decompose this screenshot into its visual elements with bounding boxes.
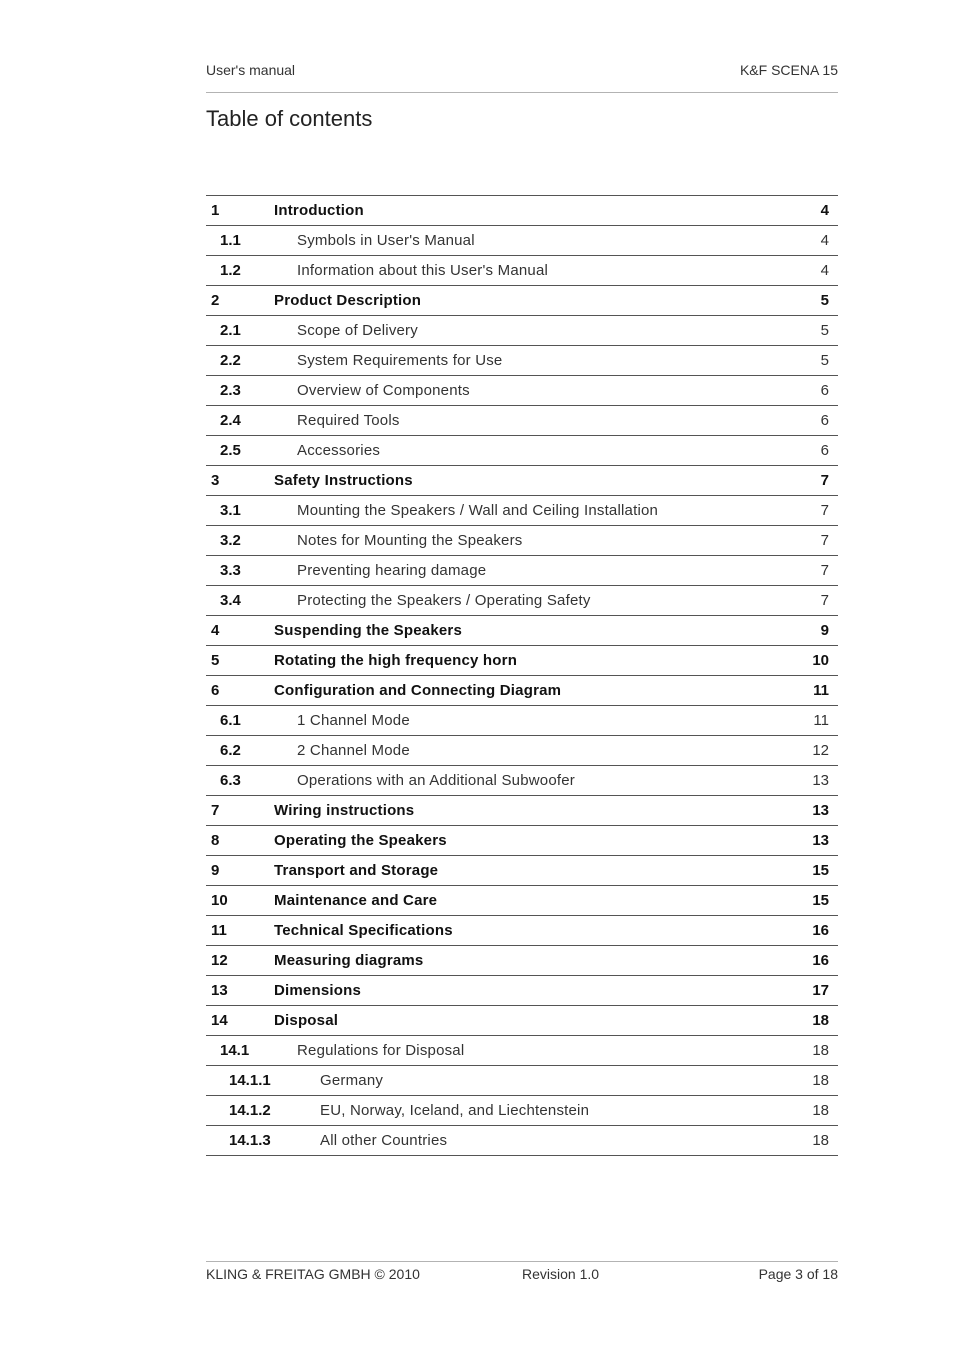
toc-entry-title: Safety Instructions xyxy=(274,472,413,489)
toc-entry-page: 16 xyxy=(812,952,829,969)
toc-entry-number: 13 xyxy=(211,982,228,999)
toc-entry-number: 2.3 xyxy=(220,382,241,399)
toc-entry-title: Product Description xyxy=(274,292,422,309)
toc-entry-number: 3 xyxy=(211,472,220,489)
footer-page-number: Page 3 of 18 xyxy=(758,1266,838,1282)
toc-entry-page: 18 xyxy=(812,1012,829,1029)
toc-entry[interactable] xyxy=(206,676,838,706)
toc-entry-title: Disposal xyxy=(274,1012,339,1029)
toc-entry[interactable] xyxy=(206,826,838,856)
toc-entry-page: 18 xyxy=(812,1132,829,1149)
toc-entry-number: 14 xyxy=(211,1012,228,1029)
toc-entry-number: 6.1 xyxy=(220,712,241,729)
toc-entry-title: Measuring diagrams xyxy=(274,952,424,969)
toc-entry-title: Maintenance and Care xyxy=(274,892,438,909)
toc-entry[interactable] xyxy=(206,586,838,616)
toc-entry-page: 4 xyxy=(820,232,829,249)
toc-entry-number: 2.2 xyxy=(220,352,241,369)
toc-entry[interactable] xyxy=(206,1096,838,1126)
toc-entry-page: 4 xyxy=(820,262,829,279)
toc-entry-number: 2.1 xyxy=(220,322,241,339)
toc-entry[interactable] xyxy=(206,1126,838,1156)
toc-entry-number: 5 xyxy=(211,652,220,669)
toc-entry-number: 14.1.3 xyxy=(229,1132,271,1149)
toc-entry[interactable] xyxy=(206,346,838,376)
toc-entry[interactable] xyxy=(206,1036,838,1066)
table-of-contents xyxy=(206,195,838,1156)
toc-entry[interactable] xyxy=(206,406,838,436)
toc-entry-title: Mounting the Speakers / Wall and Ceiling Installation xyxy=(297,502,659,519)
toc-entry-number: 1 xyxy=(211,202,220,219)
toc-entry[interactable] xyxy=(206,256,838,286)
toc-entry-title: 2 Channel Mode xyxy=(297,742,410,759)
toc-entry-number: 9 xyxy=(211,862,220,879)
toc-entry-page: 13 xyxy=(812,772,829,789)
toc-entry-title: EU, Norway, Iceland, and Liechtenstein xyxy=(320,1102,590,1119)
toc-entry[interactable] xyxy=(206,976,838,1006)
toc-entry[interactable] xyxy=(206,466,838,496)
toc-entry-title: Accessories xyxy=(297,442,381,459)
toc-entry[interactable] xyxy=(206,376,838,406)
page-title: Table of contents xyxy=(206,106,373,131)
toc-entry-number: 3.1 xyxy=(220,502,241,519)
toc-entry[interactable] xyxy=(206,886,838,916)
toc-entry-page: 6 xyxy=(820,442,829,459)
toc-entry-page: 7 xyxy=(820,532,829,549)
header-document-type: User's manual xyxy=(206,62,296,78)
toc-entry-title: Preventing hearing damage xyxy=(297,562,487,579)
toc-entry-title: Notes for Mounting the Speakers xyxy=(297,532,523,549)
toc-entry-title: Configuration and Connecting Diagram xyxy=(274,682,562,699)
page-footer xyxy=(206,1261,838,1292)
toc-entry[interactable] xyxy=(206,796,838,826)
toc-entry-page: 11 xyxy=(813,712,829,729)
toc-entry-title: All other Countries xyxy=(320,1132,448,1149)
toc-entry-number: 7 xyxy=(211,802,220,819)
toc-entry[interactable] xyxy=(206,916,838,946)
toc-entry-page: 18 xyxy=(812,1072,829,1089)
toc-entry-number: 2.5 xyxy=(220,442,241,459)
toc-entry-title: Operations with an Additional Subwoofer xyxy=(297,772,575,789)
toc-entry-page: 18 xyxy=(812,1042,829,1059)
toc-entry-title: Technical Specifications xyxy=(274,922,453,939)
toc-entry[interactable] xyxy=(206,946,838,976)
toc-entry-title: System Requirements for Use xyxy=(297,352,503,369)
toc-entry-page: 13 xyxy=(812,832,829,849)
toc-entry-number: 3.4 xyxy=(220,592,241,609)
toc-entry[interactable] xyxy=(206,196,838,226)
toc-entry-page: 5 xyxy=(820,322,829,339)
toc-entry[interactable] xyxy=(206,736,838,766)
toc-entry-title: Transport and Storage xyxy=(274,862,439,879)
toc-entry-title: Regulations for Disposal xyxy=(297,1042,465,1059)
toc-entry-page: 4 xyxy=(820,202,829,219)
toc-entry[interactable] xyxy=(206,616,838,646)
toc-entry-number: 1.2 xyxy=(220,262,241,279)
toc-entry[interactable] xyxy=(206,436,838,466)
toc-entry[interactable] xyxy=(206,646,838,676)
toc-entry-number: 1.1 xyxy=(220,232,241,249)
toc-entry-page: 7 xyxy=(820,472,829,489)
toc-entry[interactable] xyxy=(206,496,838,526)
toc-entry-number: 3.2 xyxy=(220,532,241,549)
toc-entry-page: 15 xyxy=(812,892,829,909)
toc-entry-number: 3.3 xyxy=(220,562,241,579)
header-product-name: K&F SCENA 15 xyxy=(739,62,838,78)
toc-entry-page: 17 xyxy=(812,982,829,999)
toc-entry-page: 12 xyxy=(812,742,829,759)
toc-entry-page: 16 xyxy=(812,922,829,939)
toc-entry-title: Dimensions xyxy=(274,982,362,999)
toc-entry-page: 9 xyxy=(820,622,829,639)
toc-entry-number: 4 xyxy=(211,622,220,639)
footer-company: KLING & FREITAG GMBH © 2010 xyxy=(206,1266,420,1282)
toc-entry-page: 11 xyxy=(813,682,829,699)
toc-entry-title: Wiring instructions xyxy=(274,802,415,819)
toc-entry-page: 5 xyxy=(820,292,829,309)
toc-entry-title: Suspending the Speakers xyxy=(274,622,462,639)
toc-entry-number: 14.1 xyxy=(220,1042,250,1059)
toc-entry-number: 6.2 xyxy=(220,742,241,759)
toc-entry-title: 1 Channel Mode xyxy=(297,712,410,729)
page-header xyxy=(206,62,838,93)
toc-entry-number: 14.1.1 xyxy=(229,1072,271,1089)
toc-entry-number: 6.3 xyxy=(220,772,241,789)
toc-entry-page: 6 xyxy=(820,382,829,399)
toc-entry-page: 5 xyxy=(820,352,829,369)
toc-entry-number: 2 xyxy=(211,292,220,309)
toc-entry-title: Scope of Delivery xyxy=(297,322,418,339)
toc-entry-title: Information about this User's Manual xyxy=(297,262,549,279)
toc-entry-page: 6 xyxy=(820,412,829,429)
toc-entry-title: Germany xyxy=(320,1072,384,1089)
toc-entry-title: Overview of Components xyxy=(297,382,470,399)
toc-entry-title: Introduction xyxy=(274,202,364,219)
toc-entry[interactable] xyxy=(206,556,838,586)
toc-entry-title: Required Tools xyxy=(297,412,400,429)
toc-entry-number: 12 xyxy=(211,952,228,969)
toc-entry-number: 14.1.2 xyxy=(229,1102,271,1119)
toc-entry-number: 2.4 xyxy=(220,412,241,429)
toc-entry[interactable] xyxy=(206,526,838,556)
toc-entry-page: 7 xyxy=(820,502,829,519)
toc-entry-page: 18 xyxy=(812,1102,829,1119)
toc-entry-title: Rotating the high frequency horn xyxy=(274,652,518,669)
toc-entry-number: 10 xyxy=(211,892,228,909)
toc-entry-page: 10 xyxy=(812,652,829,669)
toc-entry-number: 11 xyxy=(211,922,227,939)
toc-entry-page: 15 xyxy=(812,862,829,879)
toc-entry[interactable] xyxy=(206,766,838,796)
toc-entry[interactable] xyxy=(206,316,838,346)
toc-entry[interactable] xyxy=(206,706,838,736)
toc-entry[interactable] xyxy=(206,226,838,256)
toc-entry[interactable] xyxy=(206,1006,838,1036)
toc-entry[interactable] xyxy=(206,1066,838,1096)
toc-entry-page: 7 xyxy=(820,592,829,609)
toc-entry[interactable] xyxy=(206,286,838,316)
toc-entry-title: Symbols in User's Manual xyxy=(297,232,475,249)
toc-entry-title: Operating the Speakers xyxy=(274,832,447,849)
toc-entry[interactable] xyxy=(206,856,838,886)
toc-entry-number: 6 xyxy=(211,682,220,699)
toc-entry-page: 13 xyxy=(812,802,829,819)
toc-entry-number: 8 xyxy=(211,832,220,849)
toc-entry-title: Protecting the Speakers / Operating Safety xyxy=(297,592,591,609)
toc-entry-page: 7 xyxy=(820,562,829,579)
footer-revision: Revision 1.0 xyxy=(522,1266,600,1282)
